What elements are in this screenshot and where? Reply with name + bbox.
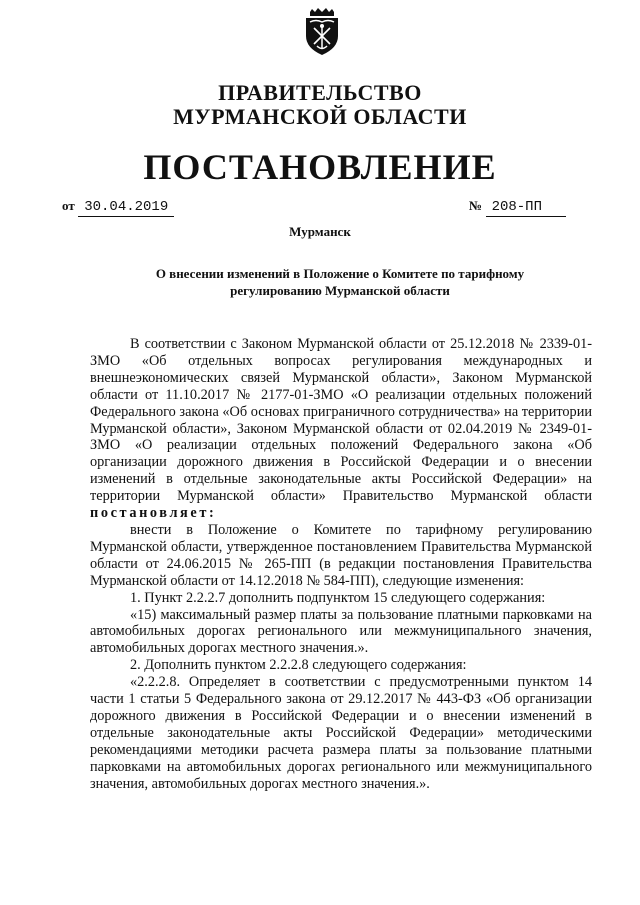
number-prefix: № <box>469 198 483 213</box>
coat-of-arms-icon <box>302 8 342 56</box>
document-subject: О внесении изменений в Положение о Комитете по тарифному регулированию Мурманской области <box>155 266 525 298</box>
item2-text: «2.2.2.8. Определяет в соответствии с предусмотренными пунктом 14 части 1 статьи 5 Федерального закона от 29.12.2017 № 443-ФЗ «Об организации дорожного движения в Российской Федерации и о внесении изменений в отдельные законодательные акты Российской Федерации» методическими рекомендациями методики расчета размера платы за пользование платными парковками на автомобильных дорогах регионального или межмуниципального значения, автомобильных дорогах местного значения.». <box>90 674 592 792</box>
government-name-line1: ПРАВИТЕЛЬСТВО <box>218 80 422 105</box>
intro-paragraph: внести в Положение о Комитете по тарифному регулированию Мурманской области, утвержденное постановлением Правительства Мурманской области от 24.06.2015 № 265-ПП (в редакции постановления Правительства Мурманской области от 14.12.2018 № 584-ПП), следующие изменения: <box>90 521 592 589</box>
government-name-line2: МУРМАНСКОЙ ОБЛАСТИ <box>173 104 467 129</box>
date-value: 30.04.2019 <box>78 199 174 217</box>
preamble-text: В соответствии с Законом Мурманской области от 25.12.2018 № 2339-01-ЗМО «Об отдельных вопросах регулирования международных и внешнеэкономических связей Мурманской области», Законом Мурманской области от 11.10.2017 № 2177-01-ЗМО «О реализации отдельных положений Федерального закона «Об основах приграничного сотрудничества» на территории Мурманской области», Законом Мурманской области от 02.04.2019 № 2349-01-ЗМО «О реализации отдельных положений Федерального закона «Об организации дорожного движения в Российской Федерации и о внесении изменений в отдельные законодательные акты Российской Федерации» на территории Мурманской области» Правительство Мурманской области <box>90 336 592 505</box>
preamble-paragraph <box>90 336 592 522</box>
city: Мурманск <box>289 224 351 239</box>
document-type-title: ПОСТАНОВЛЕНИЕ <box>143 147 497 187</box>
decree-word: постановляет: <box>90 505 217 522</box>
item1-heading: 1. Пункт 2.2.2.7 дополнить подпунктом 15 следующего содержания: <box>130 589 546 606</box>
document-date <box>62 198 174 217</box>
date-prefix: от <box>62 198 75 213</box>
item2-heading: 2. Дополнить пунктом 2.2.2.8 следующего содержания: <box>130 657 467 674</box>
item1-text: «15) максимальный размер платы за пользование платными парковками на автомобильных дорогах регионального или межмуниципального значения, автомобильных дорогах местного значения.». <box>90 606 592 657</box>
document-body <box>90 336 592 792</box>
number-value: 208-ПП <box>486 199 566 217</box>
document-number <box>469 198 566 217</box>
